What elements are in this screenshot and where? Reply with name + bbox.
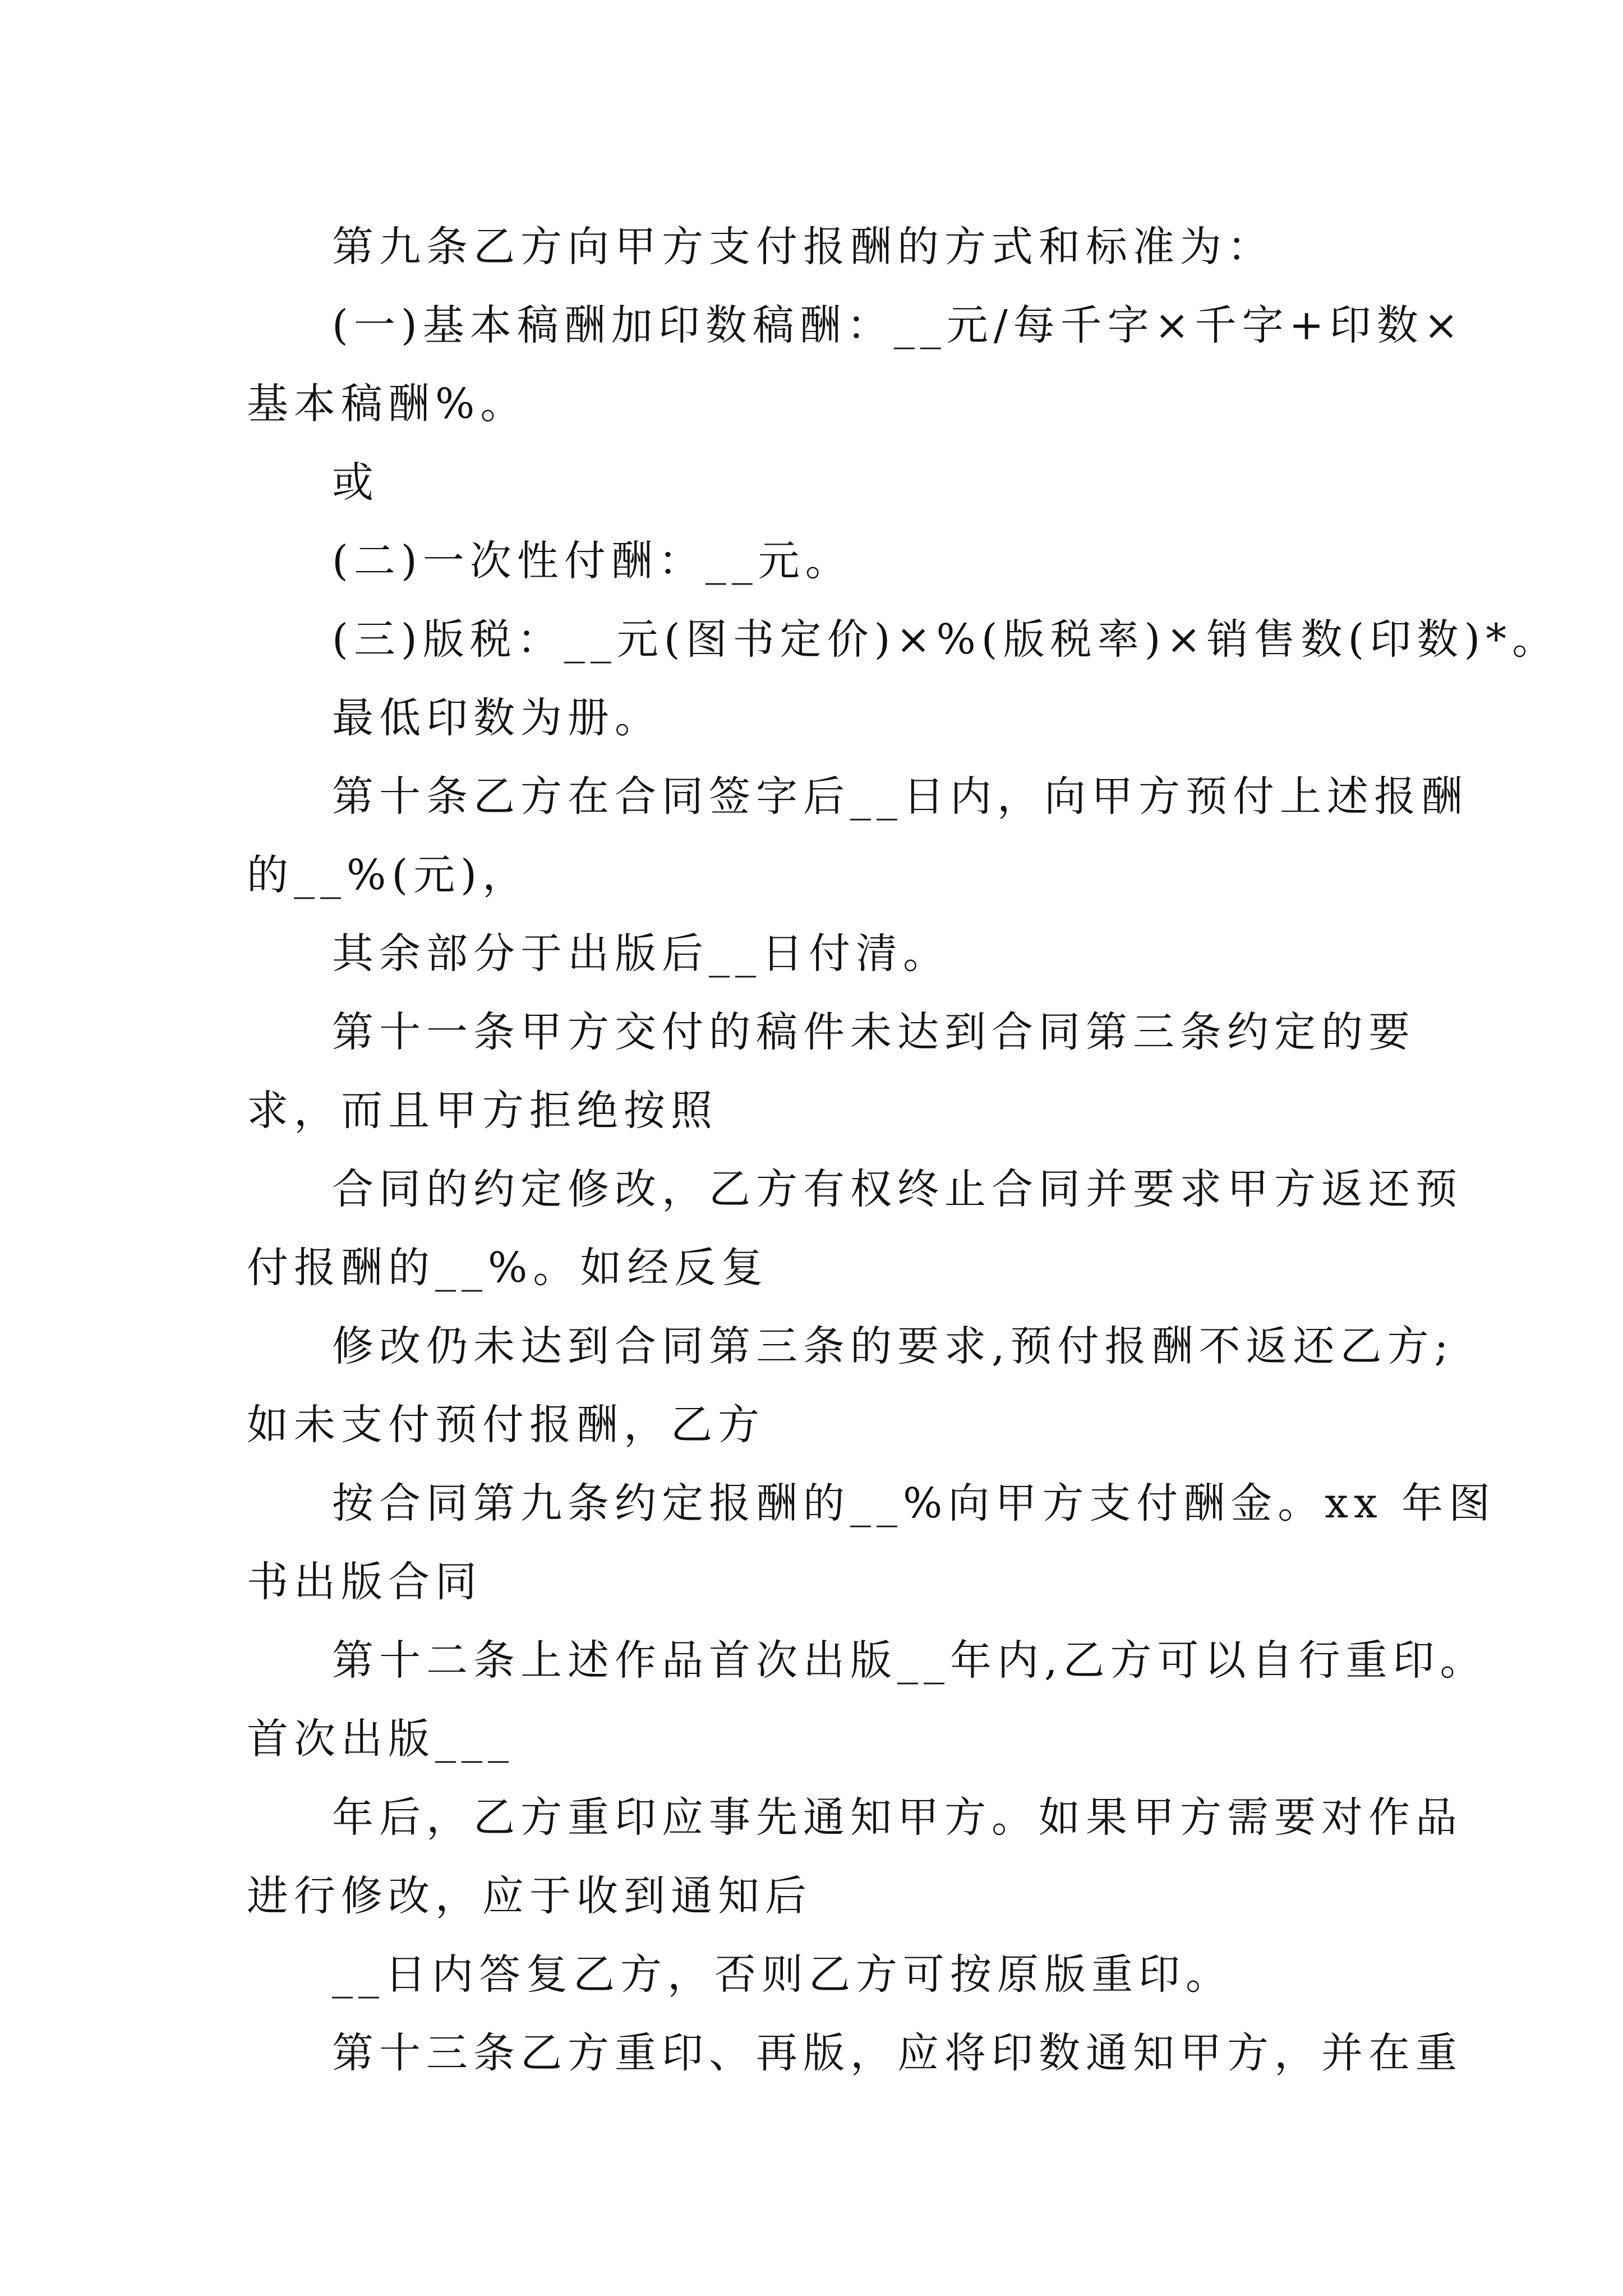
document-body [247,208,1560,2092]
paragraph-line: 其余部分于出版后__日付清。 [332,930,950,978]
paragraph-line: __日内答复乙方，否则乙方可按原版重印。 [332,1950,1233,1999]
paragraph-line: (二)一次性付酬：__元。 [332,537,852,585]
paragraph-line: 首次出版___ [247,1715,514,1763]
paragraph-line: 按合同第九条约定报酬的__%向甲方支付酬金。xx 年图 [332,1479,1496,1527]
paragraph-line: 或 [332,458,379,507]
paragraph-line: 书出版合同 [247,1558,482,1606]
paragraph-line: (一)基本稿酬加印数稿酬：__元/每千字×千字+印数× [332,301,1464,349]
paragraph-line: 付报酬的__%。如经反复 [247,1244,769,1292]
article-12-paragraph: 第十二条上述作品首次出版__年内,乙方可以自行重印。 [332,1636,1487,1685]
article-13-paragraph: 第十三条乙方重印、再版，应将印数通知甲方，并在重 [332,2029,1463,2077]
article-11-paragraph: 第十一条甲方交付的稿件未达到合同第三条约定的要 [332,1008,1415,1056]
paragraph-line: 进行修改，应于收到通知后 [247,1872,812,1920]
article-10-paragraph: 第十条乙方在合同签字后__日内，向甲方预付上述报酬 [332,772,1468,821]
article-9-heading: 第九条乙方向甲方支付报酬的方式和标准为： [332,223,1274,271]
paragraph-line: 最低印数为册。 [332,694,662,742]
paragraph-line: 基本稿酬%。 [247,380,528,428]
paragraph-line: 年后，乙方重印应事先通知甲方。如果甲方需要对作品 [332,1793,1463,1842]
paragraph-line: 如未支付预付报酬，乙方 [247,1401,765,1449]
paragraph-line: 修改仍未达到合同第三条的要求,预付报酬不返还乙方; [332,1322,1454,1370]
paragraph-line: 的__%(元)， [247,851,530,899]
paragraph-line: 合同的约定修改，乙方有权终止合同并要求甲方返还预 [332,1165,1463,1213]
paragraph-line: 求，而且甲方拒绝按照 [247,1087,718,1135]
paragraph-line: (三)版税：__元(图书定价)×%(版税率)×销售数(印数)*。 [332,615,1560,664]
